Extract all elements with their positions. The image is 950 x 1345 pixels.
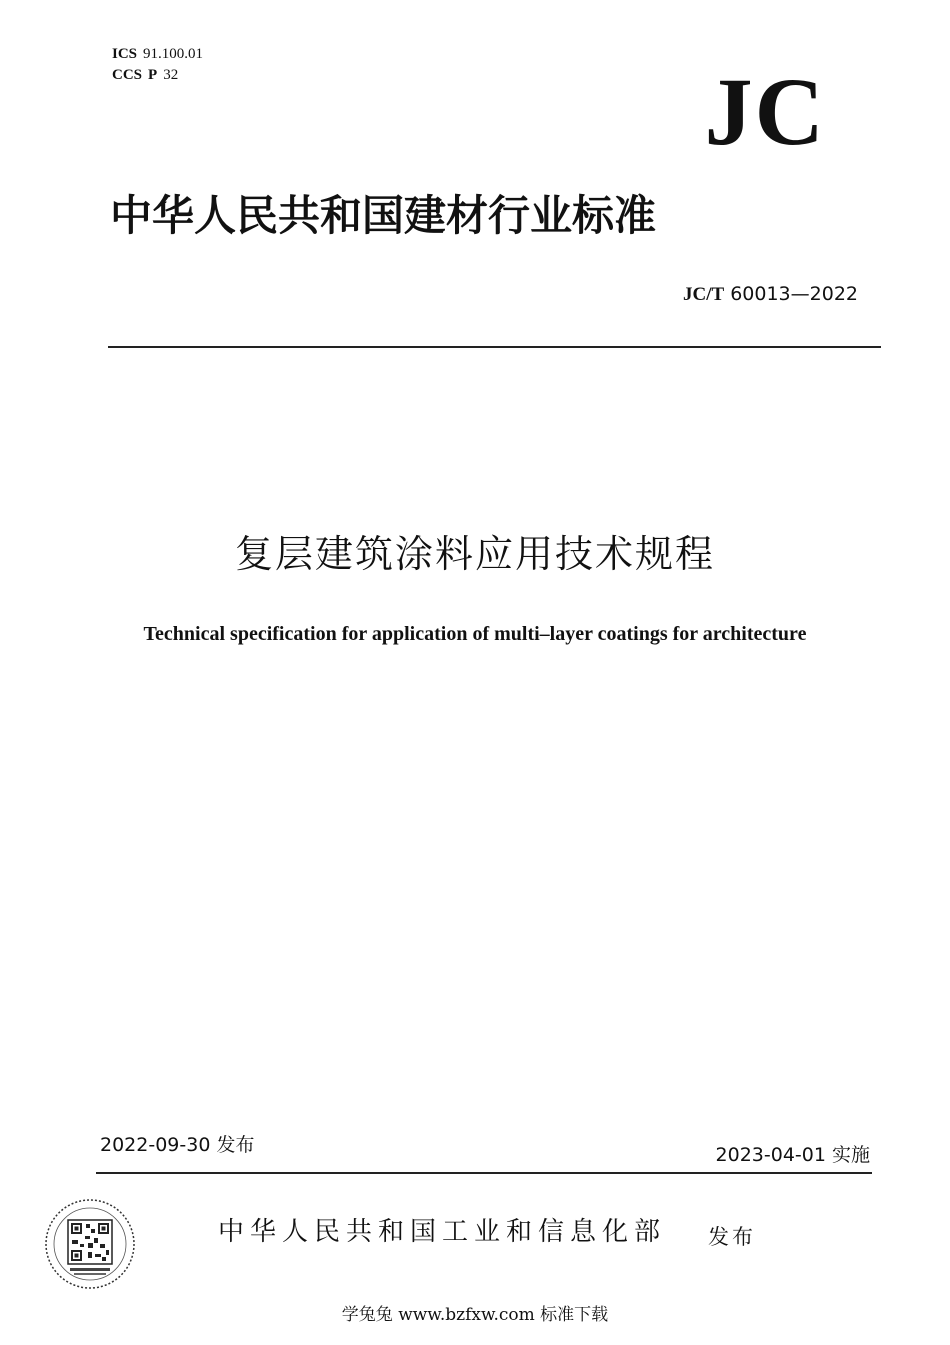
ccs-label: CCS <box>112 67 143 83</box>
bottom-divider <box>96 1172 872 1174</box>
footer-watermark: 学兔兔 www.bzfxw.com 标准下载 <box>341 1305 609 1325</box>
header-title: 中华人民共和国建材行业标准 <box>110 191 657 240</box>
qr-stamp-icon <box>44 1198 136 1290</box>
english-title: Technical specification for application of multi–layer coatings for architecture <box>143 623 807 645</box>
publisher-action: 发布 <box>708 1225 756 1249</box>
ccs-value: 32 <box>163 67 179 83</box>
chinese-title: 复层建筑涂料应用技术规程 <box>234 532 715 576</box>
ics-label: ICS <box>112 46 138 62</box>
standard-code: 60013—2022 <box>730 283 858 305</box>
publish-date: 2022-09-30 发布 <box>100 1134 255 1156</box>
jc-logo: JC <box>704 58 826 165</box>
standard-prefix: JC/T <box>682 284 725 305</box>
standard-number <box>683 282 858 307</box>
classification-codes <box>112 44 203 86</box>
top-divider <box>108 346 881 348</box>
implementation-date: 2023-04-01 实施 <box>715 1144 870 1166</box>
ccs-letter: P <box>148 67 158 83</box>
publisher-name: 中华人民共和国工业和信息化部 <box>218 1217 667 1247</box>
ics-value: 91.100.01 <box>143 46 204 62</box>
